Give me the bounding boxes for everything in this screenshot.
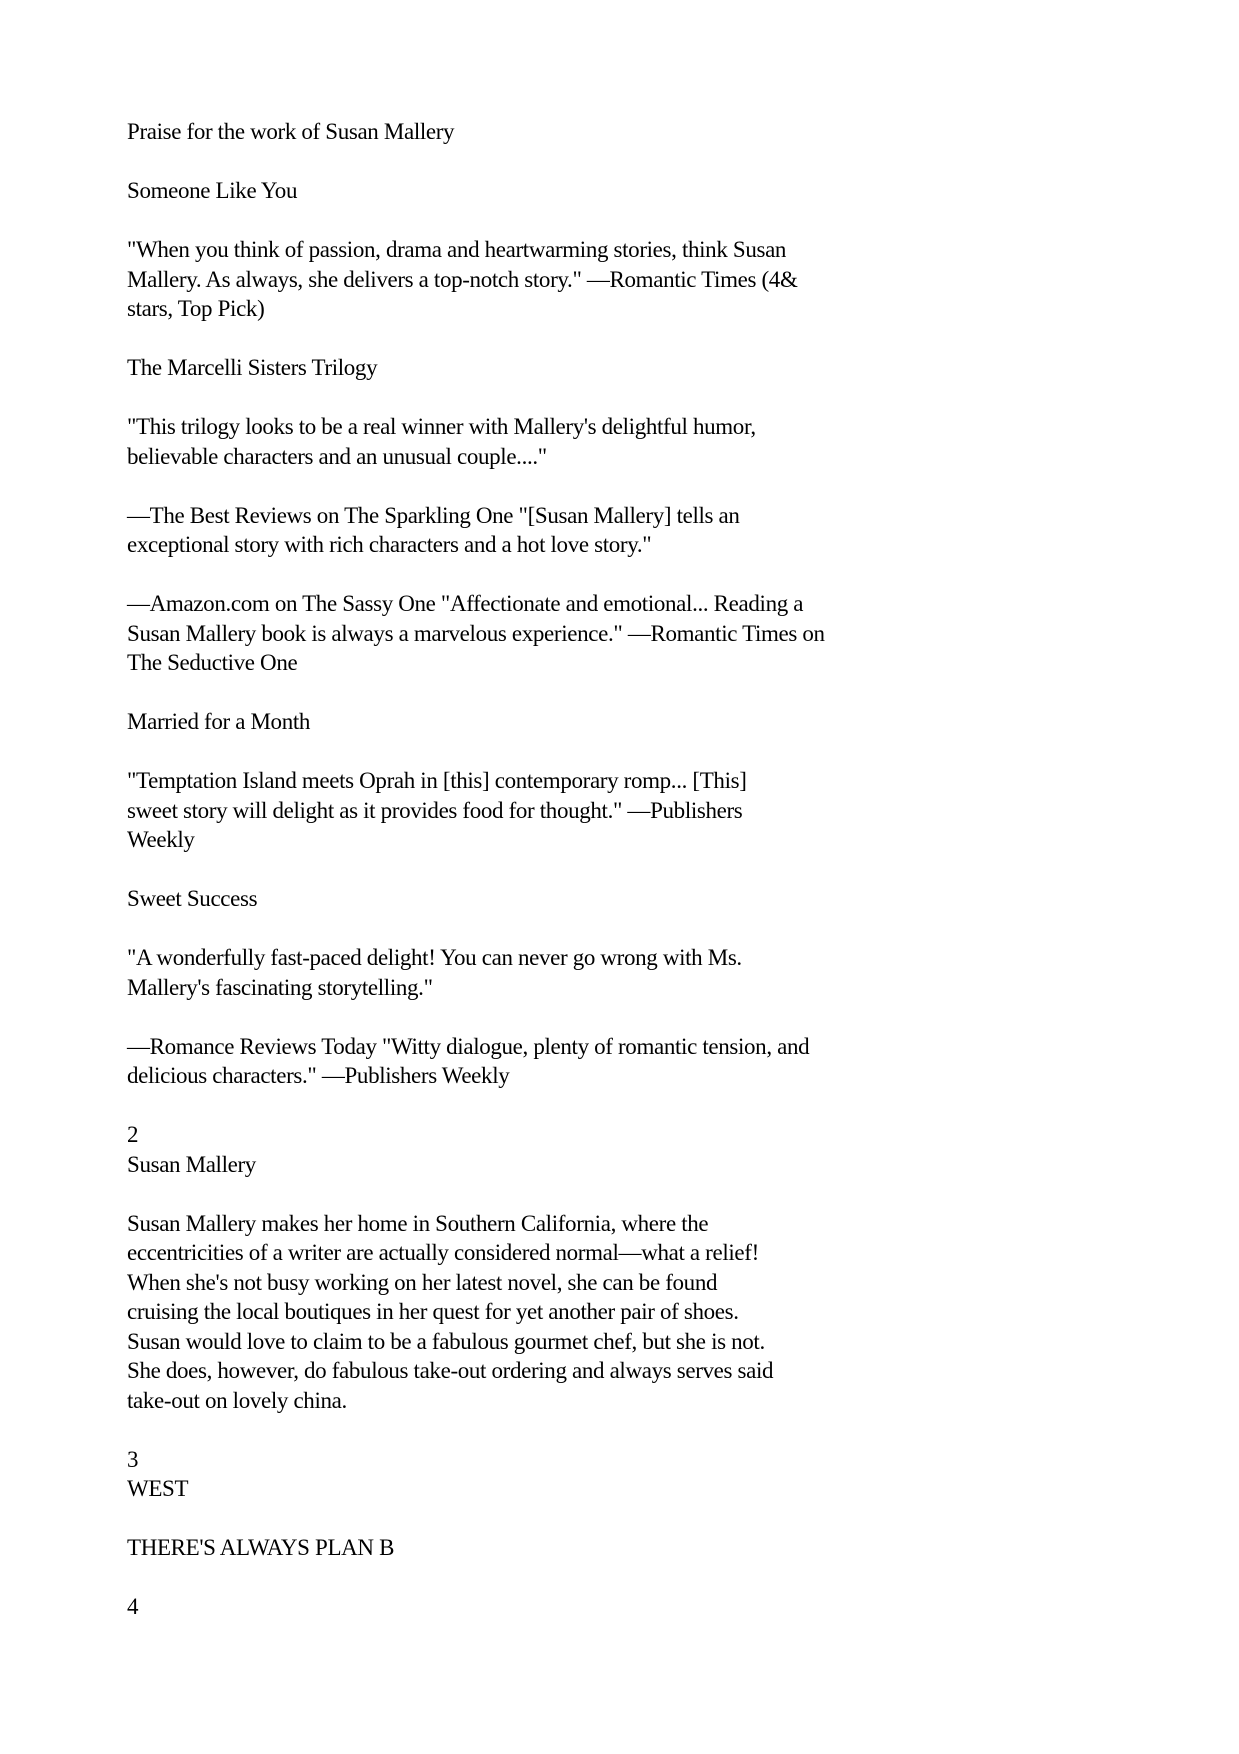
quote-publishers-weekly (127, 766, 887, 855)
text-line: The Marcelli Sisters Trilogy (127, 355, 378, 380)
text-line: "When you think of passion, drama and heartwarming stories, think Susan (127, 237, 787, 262)
text-line: THERE'S ALWAYS PLAN B (127, 1535, 395, 1560)
book-title-someone-like-you (127, 176, 887, 206)
text-line: WEST (127, 1476, 189, 1501)
quote-romance-reviews-today (127, 1032, 887, 1091)
text-line: Susan would love to claim to be a fabulous gourmet chef, but she is not. (127, 1328, 765, 1354)
text-line: Praise for the work of Susan Mallery (127, 119, 455, 144)
praise-heading (127, 117, 887, 147)
text-line: Susan Mallery (127, 1151, 256, 1177)
text-line: The Seductive One (127, 650, 298, 675)
text-line: take-out on lovely china. (127, 1387, 347, 1413)
text-line: Susan Mallery book is always a marvelous experience." —Romantic Times on (127, 620, 825, 646)
text-line: Someone Like You (127, 178, 298, 203)
text-line: —The Best Reviews on The Sparkling One "[Susan Mallery] tells an (127, 502, 740, 528)
text-line: eccentricities of a writer are actually considered normal—what a relief! (127, 1240, 759, 1265)
text-line: Sweet Success (127, 886, 258, 911)
text-line: cruising the local boutiques in her quest for yet another pair of shoes. (127, 1299, 739, 1324)
author-bio (127, 1209, 887, 1416)
author-name-heading (127, 1150, 887, 1180)
text-line: sweet story will delight as it provides food for thought." —Publishers (127, 797, 743, 823)
book-title-theres-always-plan-b (127, 1533, 887, 1563)
quote-romantic-times (127, 235, 887, 324)
text-line: Mallery. As always, she delivers a top-notch story." —Romantic Times (4& (127, 266, 798, 292)
text-line: "A wonderfully fast-paced delight! You can never go wrong with Ms. (127, 945, 742, 970)
quote-fast-paced (127, 943, 887, 1002)
text-line: She does, however, do fabulous take-out ordering and always serves said (127, 1358, 774, 1383)
text-line: delicious characters." —Publishers Weekly (127, 1063, 510, 1088)
book-title-sweet-success (127, 884, 887, 914)
text-line: stars, Top Pick) (127, 296, 265, 321)
text-line: —Romance Reviews Today "Witty dialogue, plenty of romantic tension, and (127, 1033, 810, 1059)
book-title-married-for-a-month (127, 707, 887, 737)
document-page (127, 117, 887, 1622)
text-line: Mallery's fascinating storytelling." (127, 974, 433, 1000)
quote-amazon (127, 589, 887, 678)
text-line: —Amazon.com on The Sassy One "Affectionate and emotional... Reading a (127, 591, 804, 616)
text-line: exceptional story with rich characters and a hot love story." (127, 532, 652, 557)
book-title-marcelli-sisters (127, 353, 887, 383)
quote-best-reviews (127, 501, 887, 560)
page-number: 4 (127, 1594, 139, 1619)
text-line: Married for a Month (127, 709, 311, 734)
text-line: "Temptation Island meets Oprah in [this] contemporary romp... [This] (127, 768, 747, 793)
text-line: Weekly (127, 827, 195, 852)
quote-trilogy (127, 412, 887, 471)
page-number: 2 (127, 1122, 139, 1147)
text-line: believable characters and an unusual couple...." (127, 443, 547, 469)
page-number: 3 (127, 1446, 139, 1472)
text-line: Susan Mallery makes her home in Southern California, where the (127, 1210, 709, 1236)
text-line: "This trilogy looks to be a real winner with Mallery's delightful humor, (127, 414, 756, 439)
heading-west (127, 1474, 887, 1504)
text-line: When she's not busy working on her latest novel, she can be found (127, 1269, 718, 1295)
